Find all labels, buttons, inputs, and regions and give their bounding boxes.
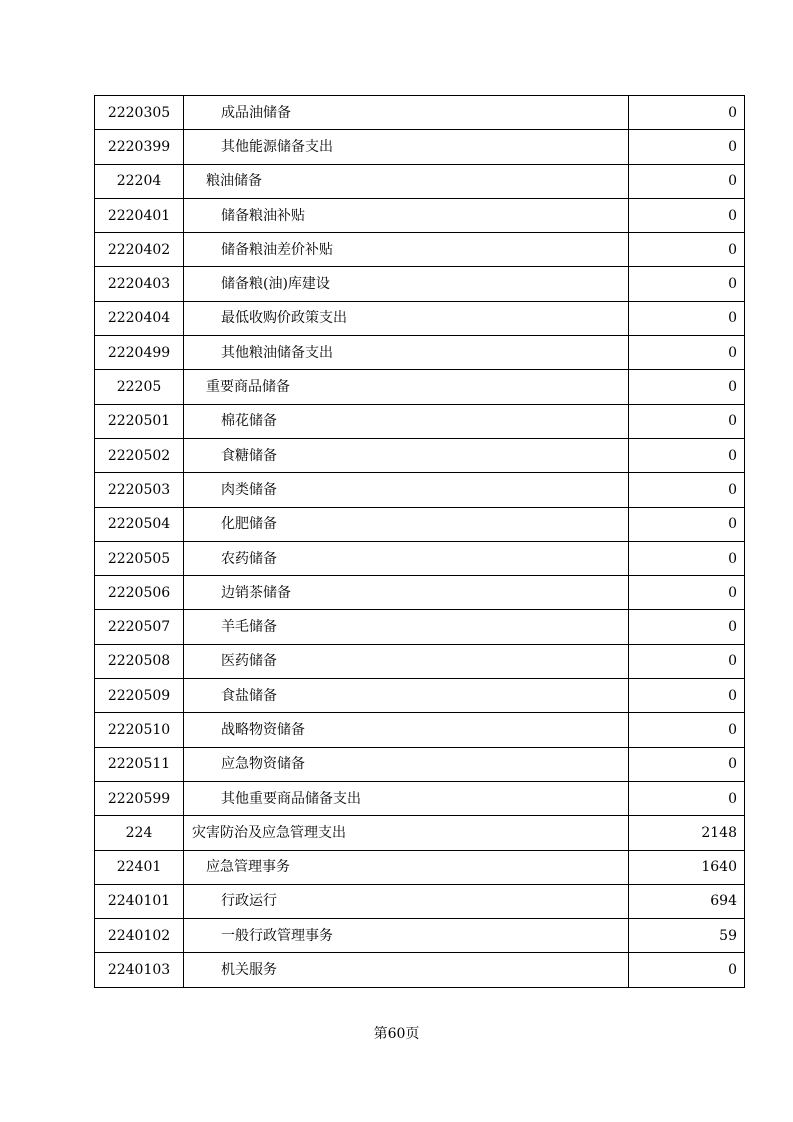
subject-code-cell: 2240103 — [95, 953, 184, 987]
subject-name-cell: 储备粮(油)库建设 — [184, 267, 629, 301]
table-row — [95, 473, 745, 507]
amount-cell: 0 — [629, 130, 745, 164]
subject-code-cell: 224 — [95, 816, 184, 850]
budget-table-body — [95, 96, 745, 988]
subject-code-cell: 2220305 — [95, 96, 184, 130]
amount-cell: 2148 — [629, 816, 745, 850]
amount-cell: 0 — [629, 404, 745, 438]
amount-cell: 694 — [629, 884, 745, 918]
subject-name-cell: 棉花储备 — [184, 404, 629, 438]
subject-code-cell: 22205 — [95, 370, 184, 404]
amount-cell: 0 — [629, 781, 745, 815]
subject-name-cell: 粮油储备 — [184, 164, 629, 198]
amount-cell: 0 — [629, 473, 745, 507]
subject-code-cell: 2220499 — [95, 336, 184, 370]
amount-cell: 0 — [629, 96, 745, 130]
table-row — [95, 884, 745, 918]
table-row — [95, 438, 745, 472]
subject-name-cell: 化肥储备 — [184, 507, 629, 541]
subject-code-cell: 2220510 — [95, 713, 184, 747]
table-row — [95, 679, 745, 713]
subject-name-cell: 其他能源储备支出 — [184, 130, 629, 164]
table-row — [95, 919, 745, 953]
table-row — [95, 370, 745, 404]
subject-name-cell: 一般行政管理事务 — [184, 919, 629, 953]
table-row — [95, 96, 745, 130]
subject-name-cell: 边销茶储备 — [184, 576, 629, 610]
amount-cell: 0 — [629, 644, 745, 678]
table-row — [95, 576, 745, 610]
subject-name-cell: 储备粮油差价补贴 — [184, 233, 629, 267]
table-row — [95, 816, 745, 850]
subject-code-cell: 2220501 — [95, 404, 184, 438]
table-row — [95, 953, 745, 987]
subject-name-cell: 应急管理事务 — [184, 850, 629, 884]
subject-code-cell: 2220503 — [95, 473, 184, 507]
subject-name-cell: 成品油储备 — [184, 96, 629, 130]
table-row — [95, 644, 745, 678]
table-row — [95, 336, 745, 370]
subject-name-cell: 肉类储备 — [184, 473, 629, 507]
subject-name-cell: 农药储备 — [184, 541, 629, 575]
amount-cell: 0 — [629, 679, 745, 713]
subject-code-cell: 22401 — [95, 850, 184, 884]
subject-name-cell: 战略物资储备 — [184, 713, 629, 747]
table-row — [95, 267, 745, 301]
table-row — [95, 233, 745, 267]
amount-cell: 0 — [629, 164, 745, 198]
amount-cell: 0 — [629, 336, 745, 370]
amount-cell: 0 — [629, 267, 745, 301]
amount-cell: 0 — [629, 541, 745, 575]
amount-cell: 0 — [629, 233, 745, 267]
subject-code-cell: 2220509 — [95, 679, 184, 713]
amount-cell: 0 — [629, 713, 745, 747]
subject-code-cell: 2220403 — [95, 267, 184, 301]
subject-code-cell: 2220507 — [95, 610, 184, 644]
amount-cell: 0 — [629, 610, 745, 644]
subject-code-cell: 2240101 — [95, 884, 184, 918]
table-row — [95, 301, 745, 335]
subject-name-cell: 应急物资储备 — [184, 747, 629, 781]
subject-name-cell: 机关服务 — [184, 953, 629, 987]
subject-code-cell: 2220508 — [95, 644, 184, 678]
subject-name-cell: 重要商品储备 — [184, 370, 629, 404]
page-number: 第60页 — [373, 1026, 420, 1042]
subject-code-cell: 22204 — [95, 164, 184, 198]
subject-name-cell: 羊毛储备 — [184, 610, 629, 644]
budget-table — [94, 95, 745, 988]
amount-cell: 0 — [629, 953, 745, 987]
subject-code-cell: 2220511 — [95, 747, 184, 781]
amount-cell: 0 — [629, 438, 745, 472]
subject-name-cell: 行政运行 — [184, 884, 629, 918]
amount-cell: 1640 — [629, 850, 745, 884]
budget-table-container — [94, 95, 737, 988]
subject-name-cell: 医药储备 — [184, 644, 629, 678]
subject-code-cell: 2220506 — [95, 576, 184, 610]
amount-cell: 0 — [629, 507, 745, 541]
amount-cell: 0 — [629, 747, 745, 781]
table-row — [95, 198, 745, 232]
table-row — [95, 713, 745, 747]
subject-name-cell: 其他粮油储备支出 — [184, 336, 629, 370]
table-row — [95, 850, 745, 884]
subject-code-cell: 2220402 — [95, 233, 184, 267]
table-row — [95, 130, 745, 164]
subject-code-cell: 2220404 — [95, 301, 184, 335]
table-row — [95, 610, 745, 644]
subject-code-cell: 2220599 — [95, 781, 184, 815]
subject-name-cell: 食盐储备 — [184, 679, 629, 713]
amount-cell: 0 — [629, 576, 745, 610]
amount-cell: 0 — [629, 370, 745, 404]
subject-name-cell: 其他重要商品储备支出 — [184, 781, 629, 815]
subject-code-cell: 2220505 — [95, 541, 184, 575]
table-row — [95, 541, 745, 575]
table-row — [95, 164, 745, 198]
table-row — [95, 507, 745, 541]
subject-name-cell: 灾害防治及应急管理支出 — [184, 816, 629, 850]
amount-cell: 0 — [629, 301, 745, 335]
table-row — [95, 747, 745, 781]
subject-code-cell: 2240102 — [95, 919, 184, 953]
table-row — [95, 404, 745, 438]
subject-code-cell: 2220399 — [95, 130, 184, 164]
subject-name-cell: 最低收购价政策支出 — [184, 301, 629, 335]
subject-code-cell: 2220401 — [95, 198, 184, 232]
amount-cell: 59 — [629, 919, 745, 953]
subject-code-cell: 2220504 — [95, 507, 184, 541]
table-row — [95, 781, 745, 815]
amount-cell: 0 — [629, 198, 745, 232]
subject-name-cell: 储备粮油补贴 — [184, 198, 629, 232]
subject-name-cell: 食糖储备 — [184, 438, 629, 472]
subject-code-cell: 2220502 — [95, 438, 184, 472]
